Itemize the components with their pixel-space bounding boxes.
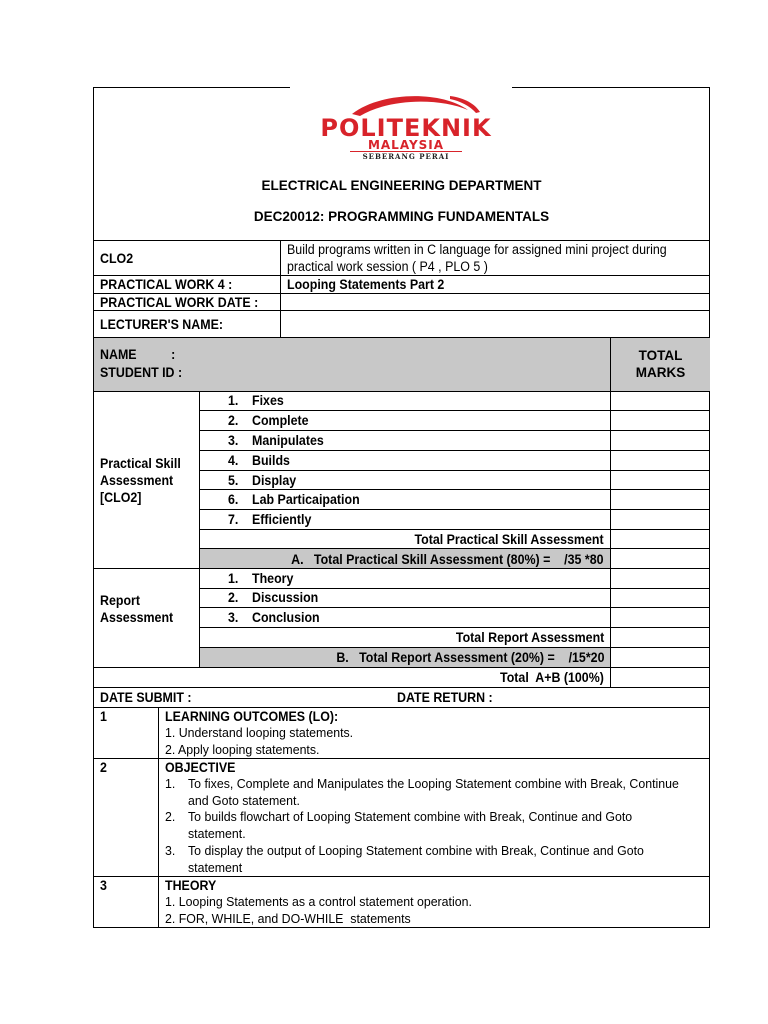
theory-line: 2. FOR, WHILE, and DO-WHILE statements — [165, 911, 411, 926]
objective-num: 2. — [165, 809, 176, 824]
student-name-label: NAME : — [100, 347, 176, 362]
logo-main-text: POLITEKNIK — [320, 114, 492, 142]
date-return-label: DATE RETURN : — [397, 690, 493, 705]
theory-line: 1. Looping Statements as a control statement operation. — [165, 894, 472, 909]
theory-title: THEORY — [165, 878, 217, 893]
politeknik-logo — [300, 90, 512, 162]
learning-outcome-line: 2. Apply looping statements. — [165, 742, 320, 757]
practical-work-label: PRACTICAL WORK 4 : — [100, 277, 233, 292]
total-report-label: Total Report Assessment — [455, 630, 604, 645]
objective-line: To display the output of Looping Statement combine with Break, Continue and Goto — [188, 843, 644, 858]
lecturer-name-label: LECTURER'S NAME: — [100, 317, 224, 332]
learning-outcome-line: 1. Understand looping statements. — [165, 725, 354, 740]
practical-item-text: Display — [252, 473, 297, 488]
objective-line: To fixes, Complete and Manipulates the Looping Statement combine with Break, Continue — [188, 776, 679, 791]
practical-item-text: Manipulates — [252, 433, 324, 448]
department-title: ELECTRICAL ENGINEERING DEPARTMENT — [261, 178, 542, 193]
section-number: 3 — [100, 878, 107, 893]
section-number: 2 — [100, 760, 107, 775]
total-marks-header-line1: TOTAL — [638, 348, 683, 363]
practical-work-value: Looping Statements Part 2 — [287, 277, 445, 292]
practical-item-num: 4. — [228, 453, 239, 468]
report-label-line1: Report — [100, 593, 141, 608]
practical-item-text: Lab Particaipation — [252, 492, 360, 507]
report-label-line2: Assessment — [100, 610, 174, 625]
practical-score-cells[interactable] — [611, 392, 709, 568]
objective-line: To builds flowchart of Looping Statement combine with Break, Continue and Goto — [188, 809, 633, 824]
objective-title: OBJECTIVE — [165, 760, 236, 775]
logo-border-gap — [290, 85, 512, 89]
practical-skill-label-line2: Assessment — [100, 473, 174, 488]
logo-campus-text: SEBERANG PERAI — [362, 152, 450, 161]
report-item-text: Theory — [252, 571, 294, 586]
report-score-cells[interactable] — [611, 569, 709, 667]
practical-item-text: Fixes — [252, 393, 284, 408]
total-report-b-label: B. Total Report Assessment (20%) = /15*20 — [335, 650, 604, 665]
practical-item-num: 6. — [228, 492, 239, 507]
report-item-text: Conclusion — [252, 610, 320, 625]
practical-item-num: 7. — [228, 512, 239, 527]
practical-item-num: 2. — [228, 413, 239, 428]
practical-date-field[interactable] — [281, 294, 710, 310]
practical-date-label: PRACTICAL WORK DATE : — [100, 295, 259, 310]
total-practical-label: Total Practical Skill Assessment — [414, 532, 604, 547]
total-ab-label: Total A+B (100%) — [500, 670, 604, 685]
practical-skill-label-line1: Practical Skill — [100, 456, 181, 471]
course-title: DEC20012: PROGRAMMING FUNDAMENTALS — [253, 209, 550, 224]
practical-item-text: Complete — [252, 413, 309, 428]
clo-description-line2: practical work session ( P4 , PLO 5 ) — [287, 259, 488, 274]
logo-sub-text: MALAYSIA — [367, 138, 445, 152]
report-item-num: 3. — [228, 610, 239, 625]
practical-skill-label-line3: [CLO2] — [100, 490, 142, 505]
total-practical-a-label: A. Total Practical Skill Assessment (80%) = /35 *80 — [291, 552, 604, 567]
objective-line: statement — [188, 860, 243, 875]
report-item-num: 2. — [228, 590, 239, 605]
clo-label: CLO2 — [100, 251, 134, 266]
practical-item-num: 1. — [228, 393, 239, 408]
objective-num: 1. — [165, 776, 176, 791]
student-id-label: STUDENT ID : — [100, 365, 183, 380]
objective-line: statement. — [188, 826, 246, 841]
practical-item-num: 3. — [228, 433, 239, 448]
practical-item-text: Efficiently — [252, 512, 312, 527]
objective-line: and Goto statement. — [188, 793, 300, 808]
report-item-text: Discussion — [252, 590, 319, 605]
clo-description-line1: Build programs written in C language for assigned mini project during — [287, 242, 667, 257]
practical-item-num: 5. — [228, 473, 239, 488]
total-marks-header-line2: MARKS — [635, 365, 686, 380]
objective-num: 3. — [165, 843, 176, 858]
date-submit-label: DATE SUBMIT : — [100, 690, 192, 705]
learning-outcomes-title: LEARNING OUTCOMES (LO): — [165, 709, 339, 724]
report-item-num: 1. — [228, 571, 239, 586]
practical-item-text: Builds — [252, 453, 290, 468]
section-number: 1 — [100, 709, 107, 724]
lecturer-name-field[interactable] — [281, 311, 710, 337]
